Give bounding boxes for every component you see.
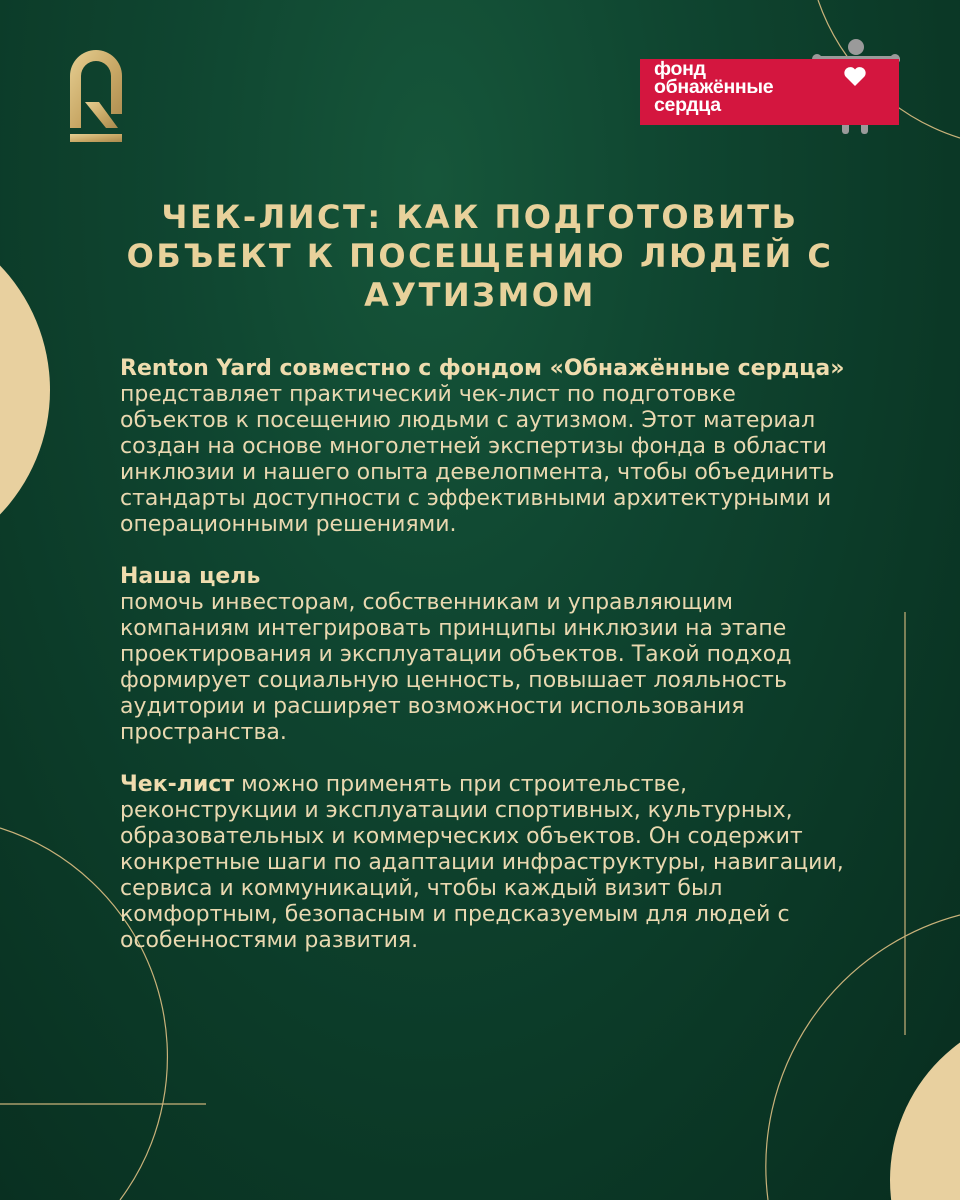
fund-logo-line-1: фонд	[654, 58, 706, 80]
checklist-paragraph	[120, 772, 850, 954]
checklist-bold: Чек-лист	[120, 772, 235, 797]
intro-paragraph	[120, 356, 850, 538]
intro-bold: Renton Yard совместно с фондом «Обнажённые сердца»	[120, 356, 845, 381]
fund-logo-line-3: сердца	[654, 94, 721, 116]
fund-logo-text	[654, 60, 773, 114]
fund-logo-line-2: обнажённые	[654, 76, 774, 98]
left-beige-circle	[0, 210, 50, 570]
fund-logo	[638, 38, 902, 138]
heart-icon	[843, 65, 867, 87]
body-text	[120, 356, 850, 980]
goal-heading: Наша цель	[120, 564, 261, 589]
goal-text: помочь инвесторам, собственникам и управляющим компаниям интегрировать принципы инклюзии на этапе проектирования и эксплуатации объектов. Такой подход формирует социальную ценность, повышает лояльность аудитории и расширяет возможности использования пространства.	[120, 590, 792, 745]
goal-paragraph	[120, 564, 850, 746]
checklist-text: можно применять при строительстве, реконструкции и эксплуатации спортивных, культурных, образовательных и коммерческих объектов. Он содержит конкретные шаги по адаптации инфраструктуры, навигации, сервиса и коммуникаций, чтобы каждый визит был комфортным, безопасным и предсказуемым для людей с особенностями развития.	[120, 772, 844, 953]
intro-text: представляет практический чек-лист по подготовке объектов к посещению людьми с аутизмом. Этот материал создан на основе многолетней экспертизы фонда в области инклюзии и нашего опыта девелопмента, чтобы объединить стандарты доступности с эффективными архитектурными и операционными решениями.	[120, 382, 835, 537]
page-title: ЧЕК-ЛИСТ: КАК ПОДГОТОВИТЬ ОБЪЕКТ К ПОСЕЩЕНИЮ ЛЮДЕЙ С АУТИЗМОМ	[126, 198, 834, 314]
renton-yard-logo-icon	[66, 44, 126, 144]
bottom-right-beige-circle	[890, 1010, 960, 1200]
